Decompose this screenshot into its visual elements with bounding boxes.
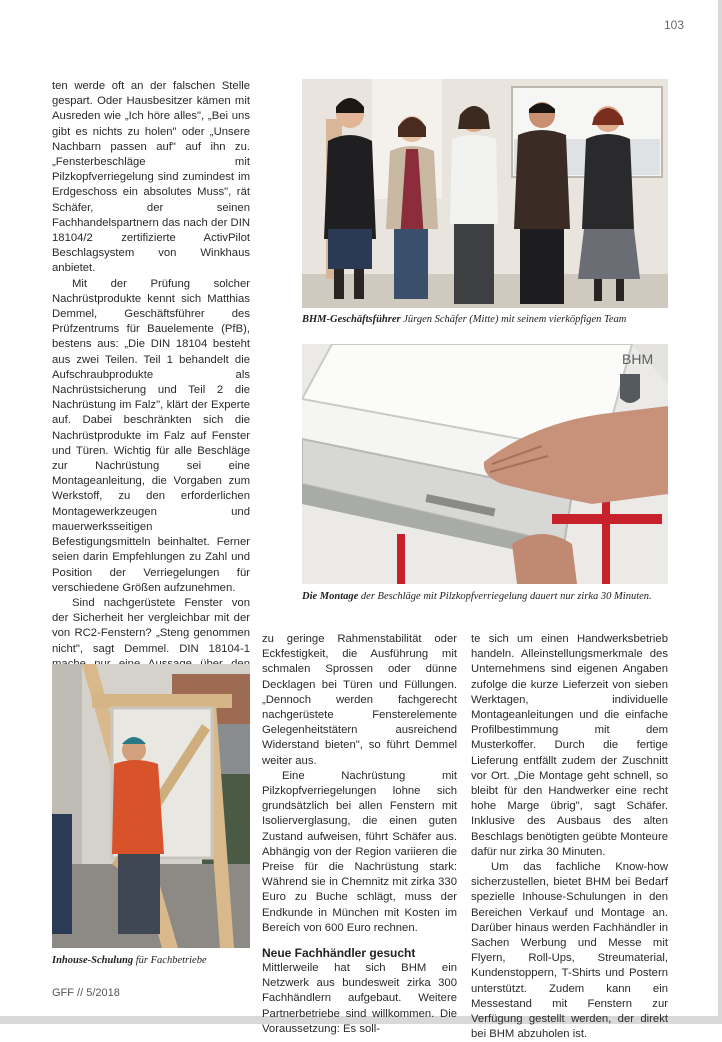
article-column-2: [262, 632, 457, 1037]
paragraph: Eine Nachrüstung mit Pilzkopfverriegelungen lohne sich grundsätzlich bei allen Fenstern mit Isolierverglasung, die einen guten Zustand aufweisen, führt Schäfer aus. Abhängig von der Region variieren die Preise für die Nachrüstung stark: Während sie in Chemnitz mit zirka 330 Euro zu Buche schlägt, muss der Endkunde in München mit Kosten im Bereich von 600 Euro rechnen.: [262, 769, 457, 934]
paragraph: Sind nachgerüstete Fenster von der Sicherheit her vergleichbar mit der von RC2-Fenstern? „Steng genommen nicht", sagt Demmel. DIN 18104-1: [52, 596, 250, 655]
watermark-text: BHM: [622, 351, 654, 367]
paragraph: Mittlerweile hat sich BHM ein Netzwerk aus bundesweit zirka 300 Fachhändlern aufgebaut. Weitere Partnerbetriebe sind willkommen. Die Voraussetzung: Es soll-: [262, 962, 457, 1035]
team-photo-art: [302, 79, 668, 308]
footer-issue: GFF // 5/2018: [52, 987, 120, 999]
caption-text: der Beschläge mit Pilzkopfverriegelung dauert nur zirka 30 Minuten.: [358, 591, 652, 602]
caption-text: für Fachbetriebe: [133, 955, 207, 966]
montage-photo-caption: [302, 590, 672, 604]
caption-bold: BHM-Geschäftsführer: [302, 314, 401, 325]
team-photo-caption: [302, 313, 672, 327]
paragraph: zu geringe Rahmenstabilität oder Eckfestigkeit, die Ausführung mit schmalen Sprossen oder dünne Decklagen bei Türen und Füllungen. „Dennoch werden fachgerecht nachgerüstete Fensterelemente Gelegenheitstätern ausreichend Widerstand bieten", so führt Demmel weiter aus.: [262, 633, 457, 767]
caption-bold: Die Montage: [302, 591, 359, 602]
page-edge-right: [718, 0, 722, 1024]
montage-photo-art: [302, 344, 668, 584]
schulung-photo-art: [52, 664, 250, 948]
paragraph: Um das fachliche Know-how sicherzustellen, bietet BHM bei Bedarf spezielle Inhouse-Schulungen in den Bereichen Verkauf und Montage an. Darüber hinaus werden Fachhändler in Sachen Werbung und Messe mit Flyern, Roll-Ups, Streumaterial, Kundenstoppern, T-Shirts und Postern unterstützt. Zudem kann ein Messestand mit Fenstern zur Verfügung gestellt werden, der direkt bei BHM abzuholen ist.: [471, 861, 668, 1041]
schulung-photo-caption: [52, 954, 252, 968]
paragraph: te sich um einen Handwerksbetrieb handeln. Alleinstellungsmerkmale des Unternehmens sind eigenen Angaben zufolge die kurze Lieferzeit von sieben Werktagen, individuelle Montageanleitungen und die einfache Profilbestimmung mit dem Musterkoffer. Durch die fertige Lieferung entfällt zudem der Zuschnitt vor Ort. „Die Montage geht schnell, so bleibt für den Handwerker eine recht hohe Marge übrig", sagt Schäfer. Inklusive des Ausbaus des alten Beschlags benötigten geübte Monteure dafür nur zirka 30 Minuten.: [471, 633, 668, 858]
team-photo: [302, 79, 668, 308]
caption-text: Jürgen Schäfer (Mitte) mit seinem vierköpfigen Team: [400, 314, 627, 325]
caption-bold: Inhouse-Schulung: [52, 955, 134, 966]
article-column-3: [471, 632, 668, 1042]
montage-photo: [302, 344, 668, 584]
section-heading: Neue Fachhändler gesucht: [262, 946, 416, 961]
paragraph: ten werde oft an der falschen Stelle gespart. Oder Hausbesitzer kämen mit Ausreden wie „Ich höre alles", „Bei uns gibt es nichts zu holen" oder „Unsere Nachbarn passen auf" auf ihn zu. „Fensterbeschläge mit Pilzkopfverriegelung sind zumindest im Erdgeschoss ein absolutes Muss", rät Schäfer, der seinen Fachhandelspartnern das nach der DIN 18104/2 zertifizierte ActivPilot Beschlagsystem von Winkhaus anbietet.: [52, 80, 250, 275]
paragraph: Mit der Prüfung solcher Nachrüstprodukte kennt sich Matthias Demmel, Geschäftsführer des Prüfzentrums für Bauelemente (PfB), bestens aus: „Die DIN 18104 besteht aus zwei Teilen. Teil 1 behandelt die Aufschraubprodukte als Nachrüstsicherung und Teil 2 die Nachrüstung im Falz", klärt der Experte auf. Dabei beschränkten sich die Nachrüstprodukte im Falz auf Fenster und Türen. Wichtig für alle Beschläge zur Nachrüstung sei eine Montageanleitung, die Vorgaben zum Werkstoff, zu den erforderlichen Montagewerkzeugen und mauerwerksseitigen Befestigungsmitteln beinhaltet. Ferner seien darin Empfehlungen zu Zahl und Position der Verriegelungen für verschiedene Größen aufzunehmen.: [52, 277, 250, 594]
schulung-photo: [52, 664, 250, 948]
page-number: 103: [664, 18, 685, 32]
